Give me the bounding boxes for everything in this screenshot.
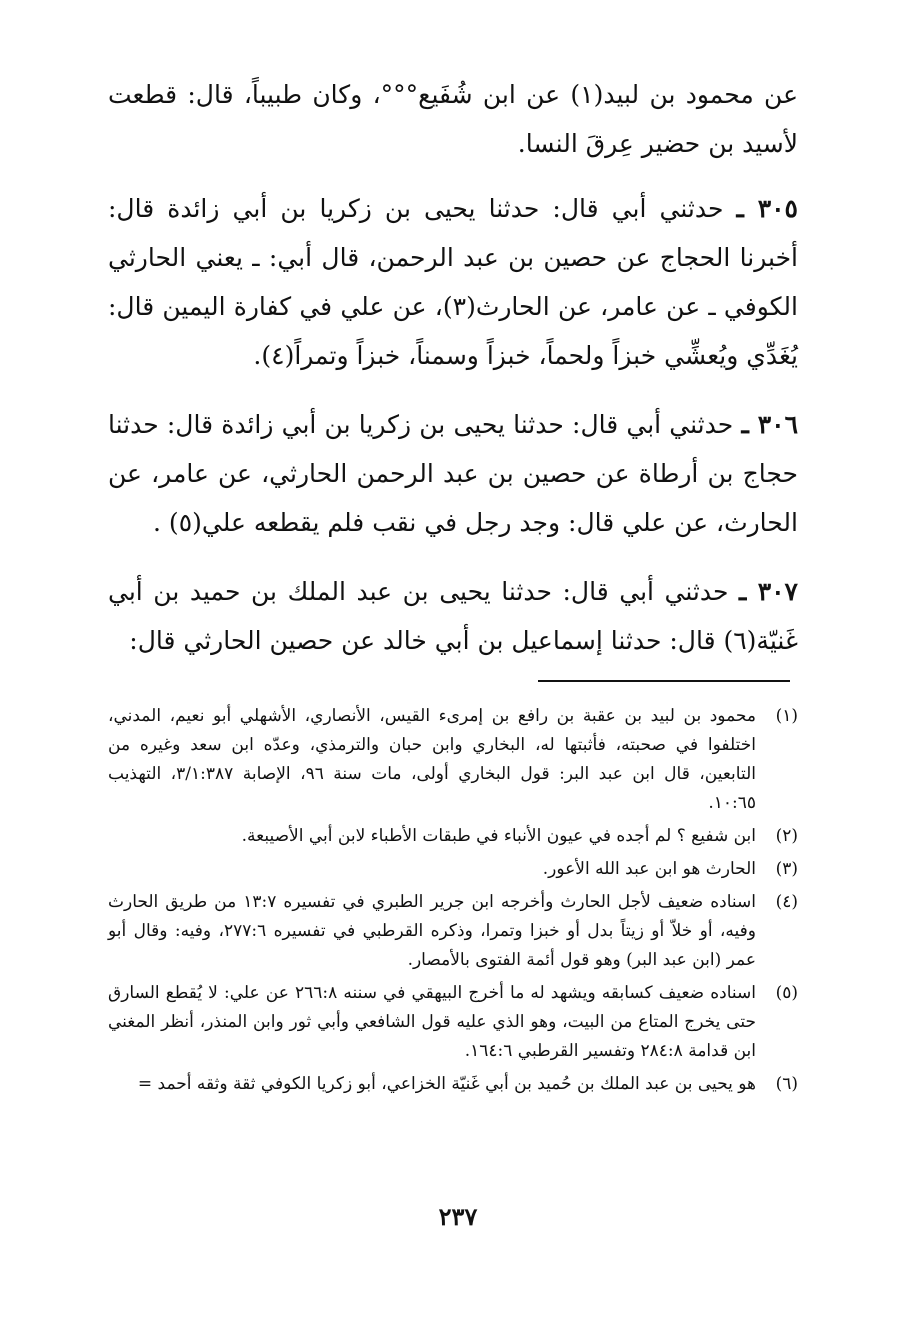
footnote-text: ابن شفيع ؟ لم أجده في عيون الأنباء في طبقات الأطباء لابن أبي الأصيبعة. [241,826,756,846]
footnote [108,888,798,975]
footnote-number: (٤) [775,892,798,912]
main-text [108,70,798,685]
hadith-number: ٣٠٥ ـ [736,194,798,223]
footnote [108,822,798,851]
footnote [108,1070,798,1099]
hadith-number: ٣٠٦ ـ [741,410,799,439]
footnote-divider [538,680,790,682]
hadith-number: ٣٠٧ ـ [739,577,798,606]
page-number: ٢٣٧ [438,1202,478,1231]
hadith-text: حدثني أبي قال: حدثنا يحيى بن عبد الملك بن حميد بن أبي غَنيّة(٦) قال: حدثنا إسماعيل بن أبي خالد عن حصين الحارثي قال: [108,577,798,655]
footnote-number: (٦) [775,1074,798,1094]
footnote-number: (١) [775,706,798,726]
footnotes [108,702,798,1103]
intro-paragraph: عن محمود بن لبيد(١) عن ابن شُفَيع°°°، وكان طبيباً، قال: قطعت لأسيد بن حضير عِرقَ النسا. [108,80,799,158]
footnote [108,855,798,884]
hadith-306 [108,400,798,547]
hadith-307 [108,567,798,665]
footnote-text: الحارث هو ابن عبد الله الأعور. [542,859,756,879]
footnote-number: (٥) [775,983,798,1003]
hadith-text: حدثني أبي قال: حدثنا يحيى بن زكريا بن أبي زائدة قال: أخبرنا الحجاج عن حصين بن عبد الرحمن، قال أبي: ـ يعني الحارثي الكوفي ـ عن عامر، عن الحارث(٣)، عن علي في كفارة اليمين قال: يُغَدِّي ويُعشِّي خبزاً ولحماً، خبزاً وسمناً، خبزاً وتمراً(٤). [108,194,798,370]
hadith-text: حدثني أبي قال: حدثنا يحيى بن زكريا بن أبي زائدة قال: حدثنا حجاج بن أرطاة عن حصين بن عبد الرحمن الحارثي، عن عامر، عن الحارث، عن علي قال: وجد رجل في نقب فلم يقطعه علي(٥) . [108,410,798,537]
footnote-text: اسناده ضعيف كسابقه ويشهد له ما أخرج البيهقي في سننه ٢٦٦:٨ عن علي: لا يُقطع السارق حتى يخرج المتاع من البيت، وهو الذي عليه قول الشافعي وأبي ثور وابن المنذر، أنظر المغني ابن قدامة ٢٨٤:٨ وتفسير القرطبي ١٦٤:٦. [108,983,756,1061]
footnote-text: محمود بن لبيد بن عقبة بن رافع بن إمرىء القيس، الأنصاري، الأشهلي أبو نعيم، المدني، اختلفوا في صحبته، فأثبتها له، البخاري وابن حبان والترمذي، وعدّه ابن سعد وغيره من التابعين، قال ابن عبد البر: قول البخاري أولى، مات سنة ٩٦، الإصابة ٣/١:٣٨٧، التهذيب ١٠:٦٥. [108,706,756,813]
footnote-number: (٢) [775,826,798,846]
footnote-text: هو يحيى بن عبد الملك بن حُميد بن أبي غَنيّة الخزاعي، أبو زكريا الكوفي ثقة وثقه أحمد = [137,1074,756,1094]
footnote [108,702,798,818]
footnote-number: (٣) [775,859,798,879]
footnote [108,979,798,1066]
footnote-text: اسناده ضعيف لأجل الحارث وأخرجه ابن جرير الطبري في تفسيره ١٣:٧ من طريق الحارث وفيه، أو خلاّ أو زيتاً بدل أو خبزا وتمرا، وذكره القرطبي في تفسيره ٢٧٧:٦، وفيه: وقال أبو عمر (ابن عبد البر) وهو قول أئمة الفتوى بالأمصار. [108,892,756,970]
hadith-305 [108,184,798,380]
